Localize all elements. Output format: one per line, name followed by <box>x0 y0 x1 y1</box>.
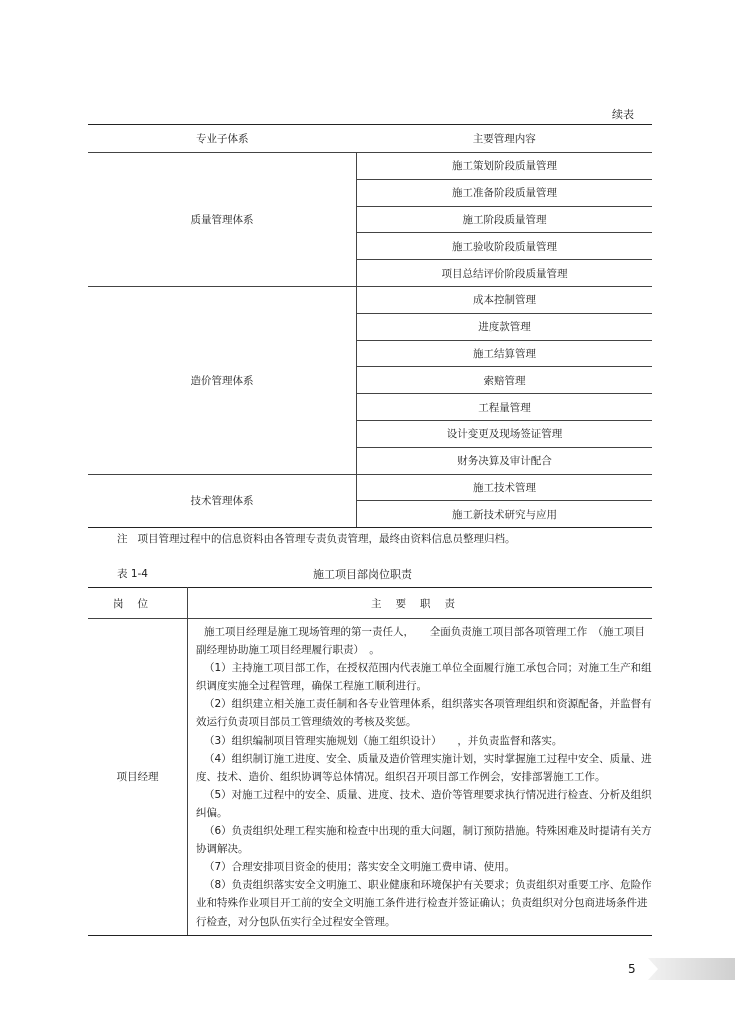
content-cell: 施工结算管理 <box>357 340 653 367</box>
content-cell: 施工准备阶段质量管理 <box>357 179 653 206</box>
table-number: 表 1-4 <box>117 568 148 580</box>
duty-paragraph: （2）组织建立相关施工责任制和各专业管理体系，组织落实各项管理组织和资源配备，并监督有效运行负责项目部员工管理绩效的考核及奖惩。 <box>196 698 652 729</box>
duty-paragraph: 施工项目经理是施工现场管理的第一责任人， 全面负责施工项目部各项管理工作 （施工项目副经理协助施工项目经理履行职责） 。 <box>196 626 645 657</box>
system-cell: 技术管理体系 <box>88 474 357 528</box>
duty-paragraph: （7）合理安排项目资金的使用；落实安全文明施工费申请、使用。 <box>204 861 516 874</box>
duty-paragraph: （1）主持施工项目部工作，在授权范围内代表施工单位全面履行施工承包合同；对施工生产和组织调度实施全过程管理，确保工程施工顺利进行。 <box>196 662 652 693</box>
page-tab-decoration <box>648 958 735 980</box>
table-header-row <box>88 588 652 619</box>
duty-paragraph: （6）负责组织处理工程实施和检查中出现的重大问题，制订预防措施。特殊困难及时提请有关方协调解决。 <box>196 825 652 856</box>
content-cell: 索赔管理 <box>357 367 653 394</box>
header-position: 岗位 <box>88 588 188 619</box>
table-title: 施工项目部岗位职责 <box>313 568 412 581</box>
system-cell: 造价管理体系 <box>88 286 357 474</box>
duties-cell <box>188 619 653 936</box>
position-duties-table <box>88 587 652 936</box>
duty-paragraph: （4）组织制订施工进度、安全、质量及造价管理实施计划，实时掌握施工过程中安全、质量、进度、技术、造价、组织协调等总体情况。组织召开项目部工作例会，安排部署施工工作。 <box>196 752 652 783</box>
duty-paragraph: （8）负责组织落实安全文明施工、职业健康和环境保护有关要求；负责组织对重要工序、危险作业和特殊作业项目开工前的安全文明施工条件进行检查并签证确认；负责组织对分包商进场条件进行检查，对分包队伍实行全过程安全管理。 <box>196 879 652 928</box>
continued-label: 续表 <box>612 108 634 121</box>
header-content: 主要管理内容 <box>357 125 653 153</box>
content-cell: 财务决算及审计配合 <box>357 447 653 474</box>
content-cell: 进度款管理 <box>357 313 653 340</box>
content-cell: 成本控制管理 <box>357 286 653 313</box>
management-subsystem-table <box>88 124 652 528</box>
header-subsystem: 专业子体系 <box>88 125 357 153</box>
table-row <box>88 153 652 180</box>
position-cell: 项目经理 <box>88 619 188 936</box>
note-tag: 注 <box>117 533 128 545</box>
content-cell: 设计变更及现场签证管理 <box>357 420 653 447</box>
table-header-row <box>88 125 652 153</box>
content-cell: 施工策划阶段质量管理 <box>357 153 653 180</box>
table-note <box>117 531 516 546</box>
system-cell: 质量管理体系 <box>88 153 357 287</box>
content-cell: 工程量管理 <box>357 394 653 421</box>
table-row <box>88 474 652 501</box>
content-cell: 施工技术管理 <box>357 474 653 501</box>
table-row <box>88 619 652 936</box>
note-text: 项目管理过程中的信息资料由各管理专责负责管理，最终由资料信息员整理归档。 <box>137 533 516 545</box>
content-cell: 施工阶段质量管理 <box>357 206 653 233</box>
content-cell: 施工新技术研究与应用 <box>357 501 653 528</box>
duty-paragraph: （5）对施工过程中的安全、质量、进度、技术、造价等管理要求执行情况进行检查、分析及组织纠偏。 <box>196 788 652 819</box>
table-row <box>88 286 652 313</box>
duty-paragraph: （3）组织编制项目管理实施规划（施工组织设计） ，并负责监督和落实。 <box>204 734 563 747</box>
header-duties: 主要职责 <box>188 588 653 619</box>
content-cell: 施工验收阶段质量管理 <box>357 233 653 260</box>
page-number: 5 <box>628 962 636 976</box>
content-cell: 项目总结评价阶段质量管理 <box>357 260 653 287</box>
